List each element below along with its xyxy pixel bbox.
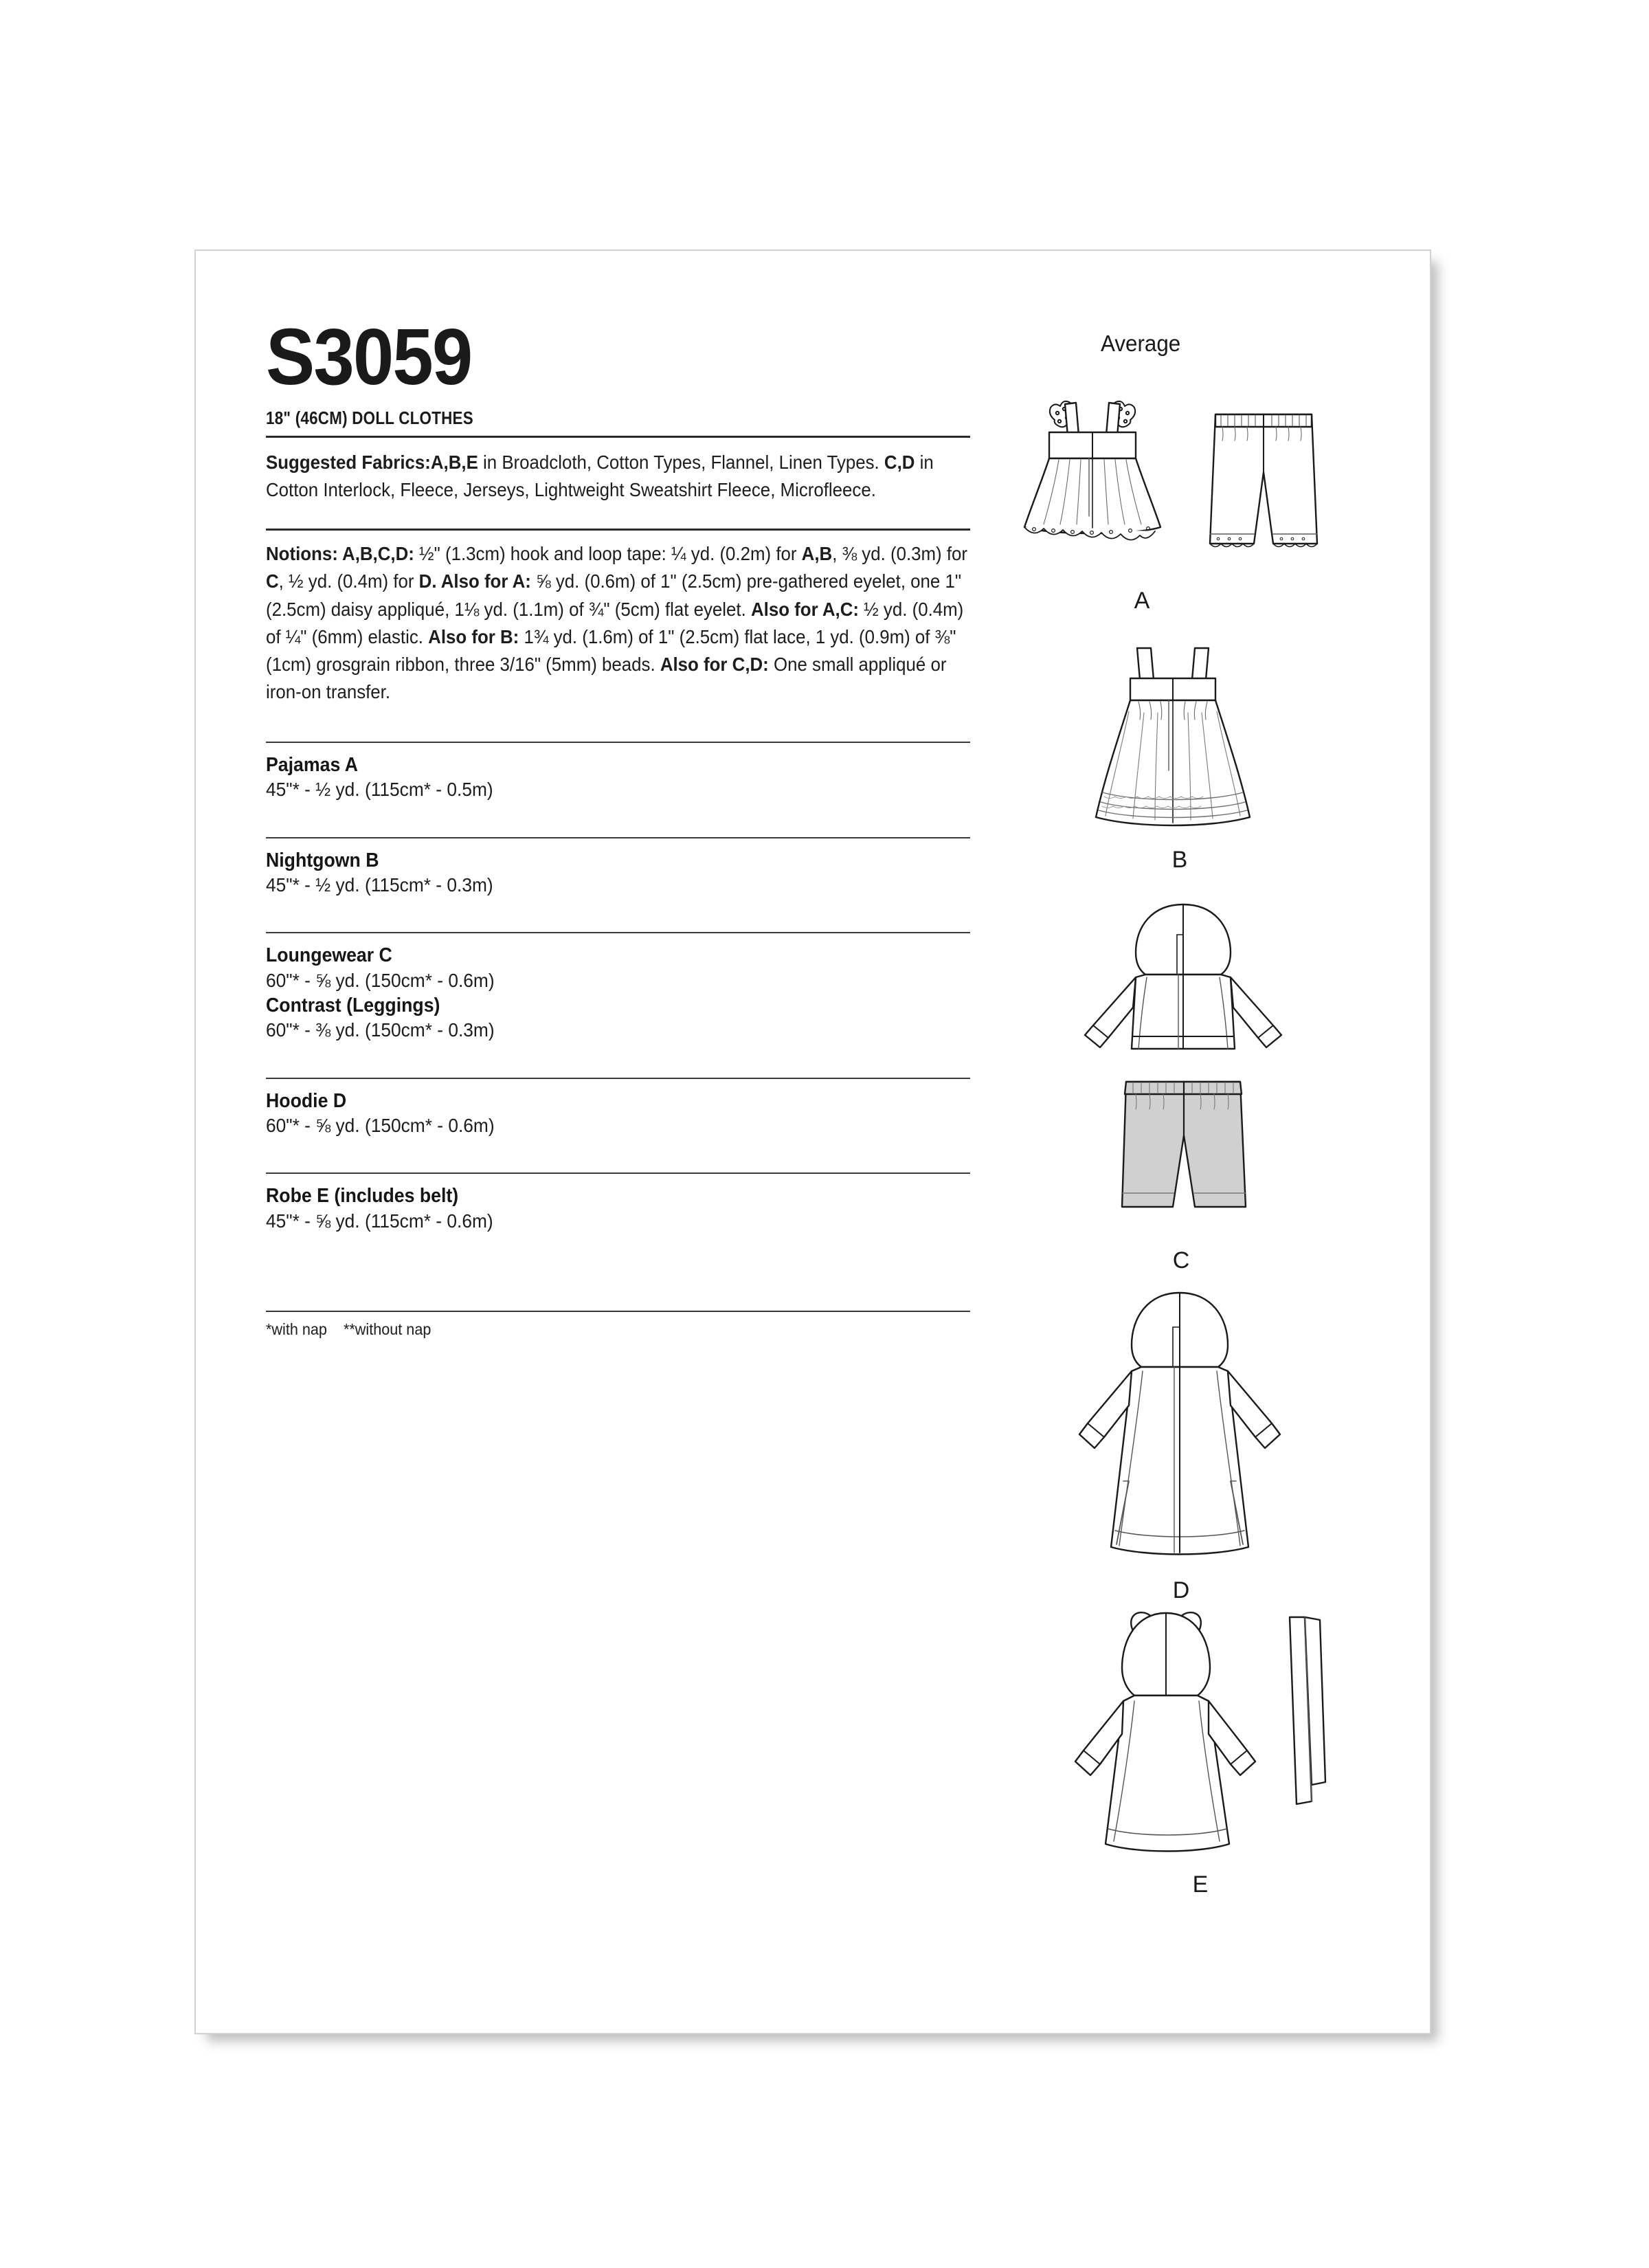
difficulty-label: Average bbox=[1101, 331, 1181, 356]
notions-paragraph bbox=[266, 540, 967, 706]
yardage-section-nightgown-b bbox=[266, 848, 970, 898]
yardage-line-nightgown-b: 45"* - ½ yd. (115cm* - 0.3m) bbox=[266, 874, 493, 896]
pattern-envelope-back bbox=[194, 249, 1431, 2034]
yardage-section-robe-e bbox=[266, 1183, 970, 1234]
notions-seg-1: ½" (1.3cm) hook and loop tape: ¼ yd. (0.2m) for bbox=[414, 543, 802, 565]
pattern-subtitle: 18" (46CM) DOLL CLOTHES bbox=[266, 408, 473, 428]
yardage-line-contrast-leggings: 60"* - ⅜ yd. (150cm* - 0.3m) bbox=[266, 1019, 495, 1041]
view-b-illustration bbox=[1070, 636, 1290, 842]
yardage-title-pajamas-a: Pajamas A bbox=[266, 754, 358, 777]
yardage-title-robe-e: Robe E (includes belt) bbox=[266, 1185, 459, 1208]
yardage-title-nightgown-b: Nightgown B bbox=[266, 849, 379, 871]
notions-seg-6: 1¾ yd. (1.6m) of 1" (2.5cm) flat lace, 1 yd. (0.9m) of ⅜" (1cm) grosgrain ribbon, three 3/16" (5mm) beads. bbox=[266, 625, 956, 675]
view-c-jacket-illustration bbox=[1070, 900, 1297, 1072]
fabrics-text-1: in Broadcloth, Cotton Types, Flannel, Linen Types. bbox=[478, 452, 884, 473]
page-content bbox=[266, 313, 1372, 1962]
notions-bold-2: C bbox=[266, 570, 279, 592]
yardage-title-hoodie-d: Hoodie D bbox=[266, 1089, 347, 1112]
illustration-column bbox=[980, 313, 1372, 1962]
yardage-section-loungewear-c bbox=[266, 943, 970, 1043]
notions-seg-3: , ½ yd. (0.4m) for bbox=[278, 570, 419, 592]
yardage-section-hoodie-d bbox=[266, 1089, 970, 1139]
yardage-line-robe-e: 45"* - ⅝ yd. (115cm* - 0.6m) bbox=[266, 1210, 493, 1232]
view-letter-d: D bbox=[1172, 1577, 1190, 1603]
view-c-leggings-illustration bbox=[1097, 1072, 1269, 1271]
suggested-fabrics-label: Suggested Fabrics: bbox=[266, 452, 431, 473]
yardage-line-hoodie-d: 60"* - ⅝ yd. (150cm* - 0.6m) bbox=[266, 1114, 495, 1136]
yardage-line-pajamas-a: 45"* - ½ yd. (115cm* - 0.5m) bbox=[266, 779, 493, 801]
notions-bold-3: D. Also for A: bbox=[418, 570, 531, 592]
notions-seg-5: ½ yd. (0.4m) of ¼" (6mm) elastic. bbox=[266, 598, 964, 647]
view-letter-b: B bbox=[1171, 847, 1188, 873]
fabrics-text-2: in Cotton Interlock, Fleece, Jerseys, Lightweight Sweatshirt Fleece, Microfleece. bbox=[266, 452, 934, 501]
page-title: S3059 bbox=[266, 312, 472, 401]
notions-bold-1: A,B bbox=[801, 543, 833, 565]
view-e-illustration bbox=[1056, 1605, 1345, 1880]
nap-footnote: *with nap **without nap bbox=[266, 1320, 431, 1338]
fabrics-views-2: C,D bbox=[884, 452, 915, 473]
notions-seg-7: One small appliqué or iron-on transfer. bbox=[266, 653, 947, 702]
yardage-title-loungewear-c: Loungewear C bbox=[266, 944, 392, 967]
text-column bbox=[266, 313, 970, 1339]
notions-bold-6: Also for C,D: bbox=[660, 653, 769, 675]
notions-seg-2: , ⅜ yd. (0.3m) for bbox=[832, 543, 968, 565]
notions-bold-5: Also for B: bbox=[428, 625, 519, 647]
view-d-illustration bbox=[1056, 1289, 1303, 1577]
notions-seg-4: ⅝ yd. (0.6m) of 1" (2.5cm) pre-gathered eyelet, one 1" (2.5cm) daisy appliqué, 1⅛ yd. (1.1m) of ¾" (5cm) flat eyelet. bbox=[266, 570, 962, 620]
yardage-section-pajamas-a bbox=[266, 753, 970, 803]
yardage-title-contrast-leggings: Contrast (Leggings) bbox=[266, 994, 440, 1017]
view-letter-c: C bbox=[1172, 1247, 1190, 1274]
suggested-fabrics-paragraph bbox=[266, 449, 967, 504]
notions-label: Notions: A,B,C,D: bbox=[266, 543, 414, 565]
fabrics-views-1: A,B,E bbox=[430, 452, 478, 473]
notions-bold-4: Also for A,C: bbox=[750, 598, 859, 620]
view-letter-a: A bbox=[1134, 588, 1150, 614]
view-letter-e: E bbox=[1192, 1871, 1209, 1898]
yardage-line-loungewear-c: 60"* - ⅝ yd. (150cm* - 0.6m) bbox=[266, 969, 495, 991]
view-a-illustration bbox=[1001, 381, 1358, 588]
